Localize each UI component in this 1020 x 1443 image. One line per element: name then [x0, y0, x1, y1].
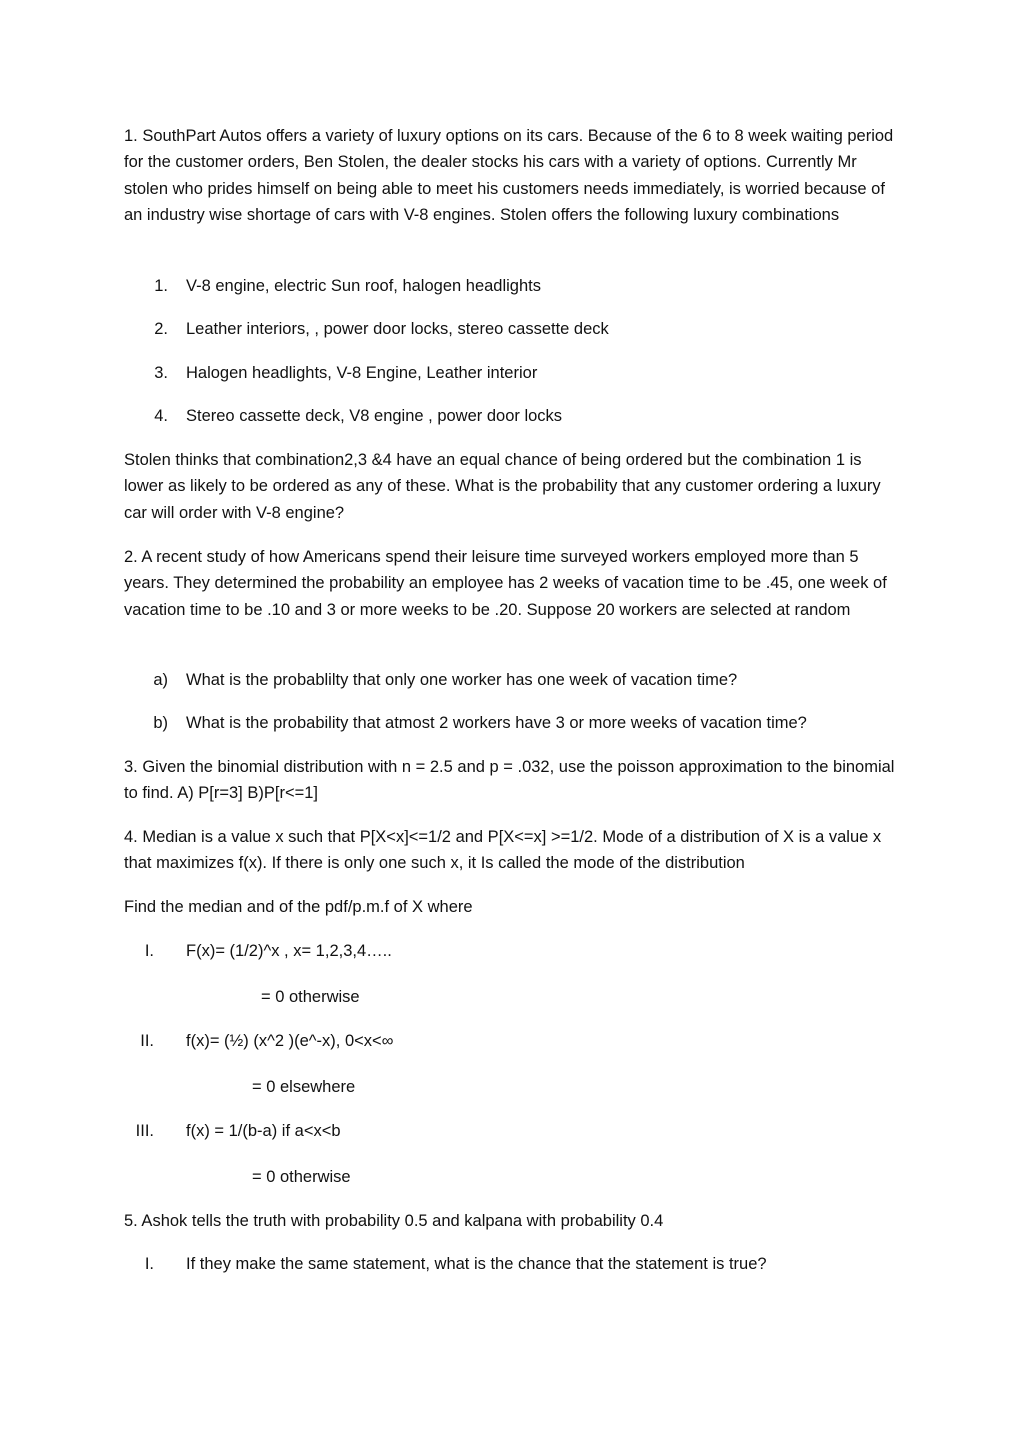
q4-case-3-else: = 0 otherwise	[252, 1168, 351, 1186]
list-marker: 4.	[154, 407, 168, 425]
list-text: Halogen headlights, V-8 Engine, Leather interior	[186, 364, 538, 382]
list-text: Leather interiors, , power door locks, stereo cassette deck	[186, 320, 609, 338]
q1-intro: 1. SouthPart Autos offers a variety of luxury options on its cars. Because of the 6 to 8 week waiting period for the customer orders, Ben Stolen, the dealer stocks his cars with a variety of options. Currently Mr stolen who prides himself on being able to meet his customers needs immediately, is worried because of an industry wise shortage of cars with V-8 engines. Stolen offers the following luxury combinations	[124, 127, 894, 224]
list-marker: I.	[144, 942, 154, 960]
formula: f(x)= (½) (x^2 )(e^-x), 0<x<∞	[186, 1032, 394, 1050]
list-marker: a)	[153, 671, 168, 689]
list-marker: 1.	[154, 277, 168, 295]
q3-text: 3. Given the binomial distribution with n = 2.5 and p = .032, use the poisson approximation to the binomial to find. A) P[r=3] B)P[r<=1]	[124, 758, 895, 803]
q2-intro: 2. A recent study of how Americans spend their leisure time surveyed workers employed more than 5 years. They determined the probability an employee has 2 weeks of vacation time to be .45, one week of vacation time to be .10 and 3 or more weeks to be .20. Suppose 20 workers are selected at random	[124, 548, 887, 619]
list-marker: III.	[135, 1122, 154, 1140]
q4-prompt: Find the median and of the pdf/p.m.f of X where	[124, 898, 473, 916]
q4-case-2-else: = 0 elsewhere	[252, 1078, 356, 1096]
formula: f(x) = 1/(b-a) if a<x<b	[186, 1122, 341, 1140]
formula: F(x)= (1/2)^x , x= 1,2,3,4…..	[186, 942, 392, 960]
q1-question: Stolen thinks that combination2,3 &4 have an equal chance of being ordered but the combination 1 is lower as likely to be ordered as any of these. What is the probability that any customer ordering a luxury car will order with V-8 engine?	[124, 451, 881, 522]
list-text: Stereo cassette deck, V8 engine , power door locks	[186, 407, 563, 425]
list-text: V-8 engine, electric Sun roof, halogen headlights	[186, 277, 541, 295]
list-marker: 3.	[154, 364, 168, 382]
list-marker: b)	[153, 714, 168, 732]
list-marker: II.	[140, 1032, 154, 1050]
list-text: What is the probablilty that only one worker has one week of vacation time?	[186, 671, 738, 689]
list-marker: I.	[144, 1255, 154, 1273]
q5-intro: 5. Ashok tells the truth with probability 0.5 and kalpana with probability 0.4	[124, 1212, 664, 1230]
list-text: If they make the same statement, what is the chance that the statement is true?	[186, 1255, 767, 1273]
q4-case-1-else: = 0 otherwise	[261, 988, 360, 1006]
q4-definition: 4. Median is a value x such that P[X<x]<=1/2 and P[X<=x] >=1/2. Mode of a distribution of X is a value x that maximizes f(x). If there is only one such x, it Is called the mode of the distribution	[124, 828, 882, 873]
list-text: What is the probability that atmost 2 workers have 3 or more weeks of vacation time?	[186, 714, 807, 732]
list-marker: 2.	[154, 320, 168, 338]
